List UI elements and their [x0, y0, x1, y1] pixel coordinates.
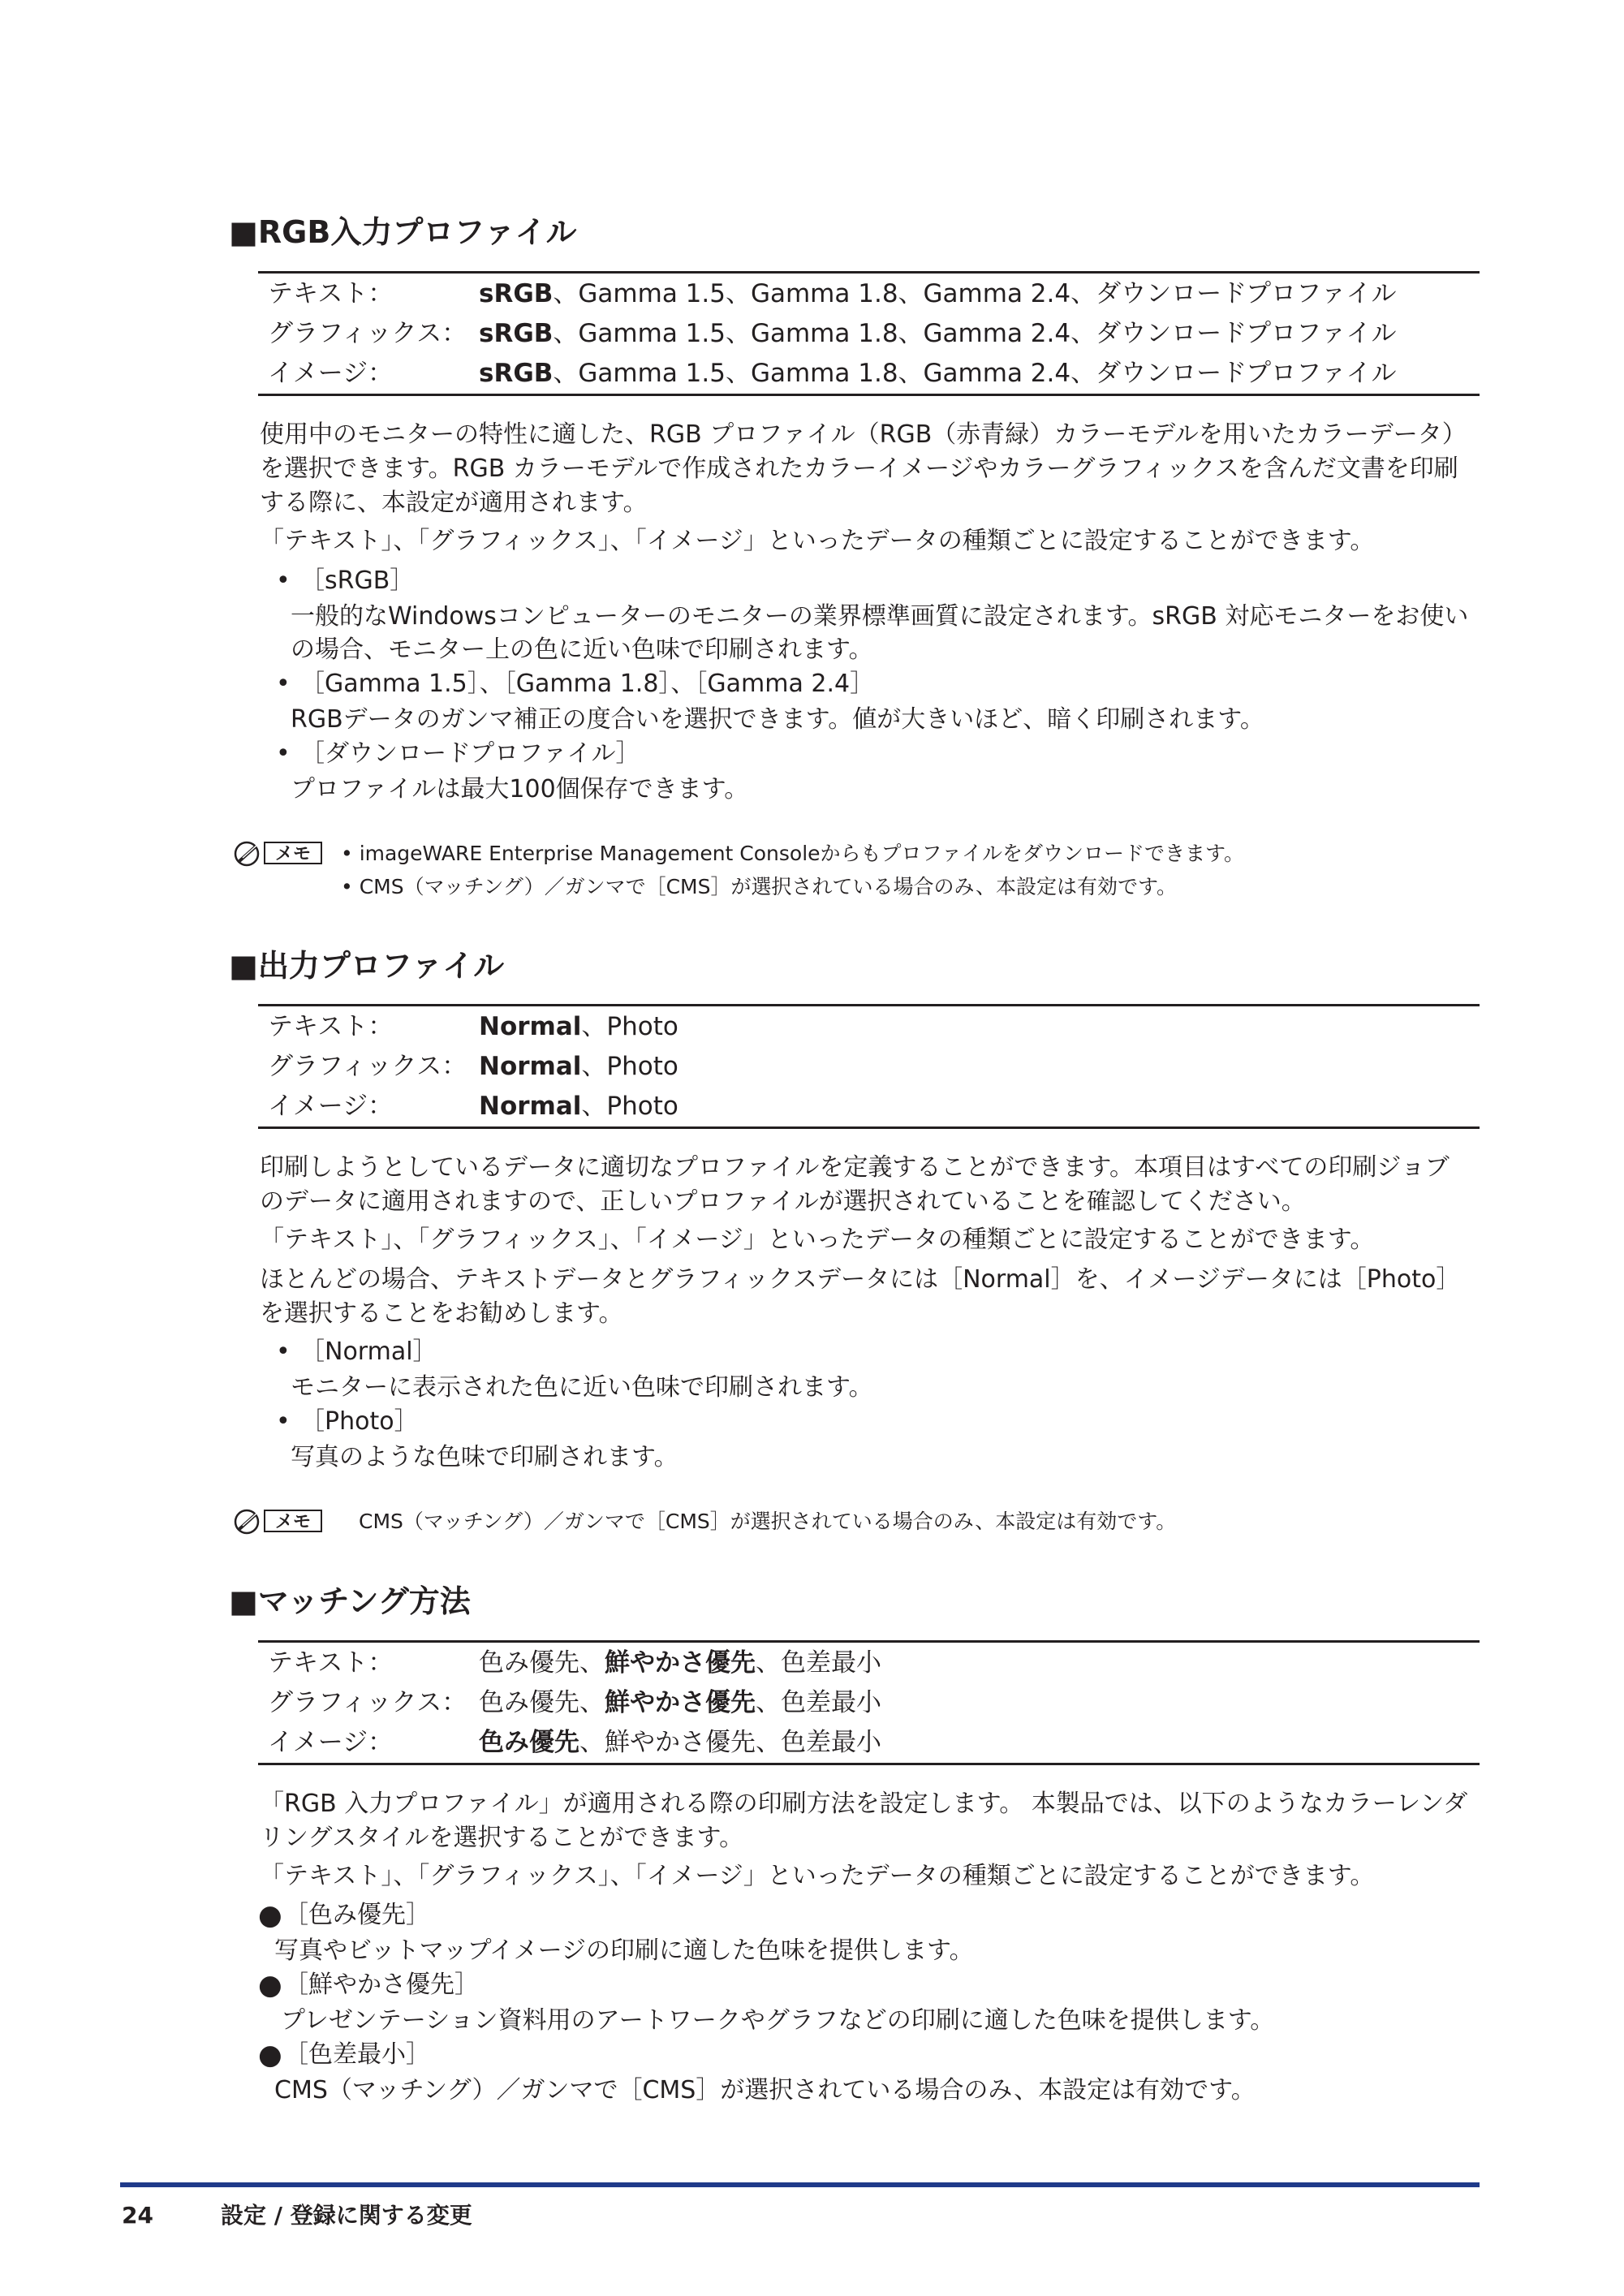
bullet-title: ［ダウンロードプロファイル］	[300, 739, 640, 768]
bullet-dot: •	[276, 670, 291, 698]
bullet-title: ［色み優先］	[284, 1901, 430, 1929]
row-values: sRGB、Gamma 1.5、Gamma 1.8、Gamma 2.4、ダウンロードプロファイル	[479, 279, 1397, 308]
row-values: sRGB、Gamma 1.5、Gamma 1.8、Gamma 2.4、ダウンロードプロファイル	[479, 319, 1397, 348]
section-heading: ■出力プロファイル	[229, 948, 505, 984]
pencil-icon	[233, 1508, 265, 1536]
bullet-title: ［Photo］	[300, 1407, 419, 1436]
bullet-dot: ●	[258, 2039, 282, 2071]
paragraph-line: ほとんどの場合、テキストデータとグラフィックスデータには［Normal］を、イメージデータには［Photo］	[260, 1265, 1461, 1294]
memo-item: • CMS（マッチング）／ガンマで［CMS］が選択されている場合のみ、本設定は有効です。	[341, 875, 1177, 898]
bullet-dot: •	[276, 1407, 291, 1436]
bullet-desc: RGBデータのガンマ補正の度合いを選択できます。値が大きいほど、暗く印刷されます。	[291, 705, 1264, 734]
bullet-desc: モニターに表示された色に近い色味で印刷されます。	[291, 1373, 873, 1402]
memo-item: CMS（マッチング）／ガンマで［CMS］が選択されている場合のみ、本設定は有効です。	[359, 1510, 1177, 1533]
bullet-dot: •	[276, 739, 291, 768]
row-label: グラフィックス：	[268, 1052, 467, 1081]
bullet-desc: 写真やビットマップイメージの印刷に適した色味を提供します。	[274, 1936, 974, 1965]
paragraph-line: 印刷しようとしているデータに適切なプロファイルを定義することができます。本項目はすべての印刷ジョブ	[260, 1153, 1450, 1182]
section-heading: ■マッチング方法	[229, 1583, 471, 1619]
table-bottom-rule	[258, 1126, 1480, 1129]
table-top-rule	[258, 1640, 1480, 1643]
row-values: 色み優先、鮮やかさ優先、色差最小	[479, 1648, 881, 1678]
paragraph-line: のデータに適用されますので、正しいプロファイルが選択されていることを確認してください。	[260, 1187, 1306, 1216]
row-label: イメージ：	[268, 359, 394, 388]
paragraph-line: を選択できます。RGB カラーモデルで作成されたカラーイメージやカラーグラフィックスを含んだ文書を印刷	[260, 454, 1458, 483]
row-label: テキスト：	[268, 1012, 394, 1041]
paragraph-line: を選択することをお勧めします。	[260, 1299, 623, 1328]
row-values: Normal、Photo	[479, 1012, 678, 1041]
bullet-desc: の場合、モニター上の色に近い色味で印刷されます。	[291, 635, 873, 664]
pencil-icon	[233, 840, 265, 868]
row-values: 色み優先、鮮やかさ優先、色差最小	[479, 1688, 881, 1717]
table-bottom-rule	[258, 1763, 1480, 1765]
bullet-title: ［Gamma 1.5］、［Gamma 1.8］、［Gamma 2.4］	[300, 670, 875, 698]
bullet-dot: •	[276, 1338, 291, 1366]
row-label: グラフィックス：	[268, 1688, 467, 1717]
bullet-desc: 一般的なWindowsコンピューターのモニターの業界標準画質に設定されます。sRGB 対応モニターをお使い	[291, 602, 1469, 631]
row-values: 色み優先、鮮やかさ優先、色差最小	[479, 1728, 881, 1757]
paragraph-line: する際に、本設定が適用されます。	[260, 489, 648, 517]
memo-item: • imageWARE Enterprise Management Consoleからもプロファイルをダウンロードできます。	[341, 842, 1245, 865]
footer-rule	[120, 2182, 1480, 2187]
row-values: Normal、Photo	[479, 1052, 678, 1081]
page-number: 24	[122, 2202, 153, 2229]
table-bottom-rule	[258, 394, 1480, 396]
bullet-title: ［色差最小］	[284, 2040, 430, 2069]
paragraph-line: 使用中のモニターの特性に適した、RGB プロファイル（RGB（赤青緑）カラーモデルを用いたカラーデータ）	[260, 420, 1467, 449]
bullet-title: ［鮮やかさ優先］	[284, 1971, 479, 1999]
row-label: テキスト：	[268, 1648, 394, 1678]
paragraph-line: リングスタイルを選択することができます。	[260, 1824, 744, 1852]
bullet-desc: プロファイルは最大100個保存できます。	[291, 775, 749, 803]
paragraph-line: 「テキスト」、「グラフィックス」、「イメージ」といったデータの種類ごとに設定することができます。	[260, 1226, 1375, 1254]
table-top-rule	[258, 271, 1480, 274]
paragraph-line: 「テキスト」、「グラフィックス」、「イメージ」といったデータの種類ごとに設定することができます。	[260, 1862, 1375, 1890]
paragraph-line: 「RGB 入力プロファイル」が適用される際の印刷方法を設定します。 本製品では、以下のようなカラーレンダ	[260, 1790, 1468, 1818]
memo-badge	[233, 840, 324, 868]
bullet-title: ［sRGB］	[300, 566, 415, 595]
memo-label: メモ	[264, 842, 322, 864]
bullet-title: ［Normal］	[300, 1338, 437, 1366]
memo-label: メモ	[264, 1510, 322, 1532]
bullet-dot: ●	[258, 1899, 282, 1932]
paragraph-line: 「テキスト」、「グラフィックス」、「イメージ」といったデータの種類ごとに設定することができます。	[260, 527, 1375, 555]
row-label: テキスト：	[268, 279, 394, 308]
bullet-dot: •	[276, 566, 291, 595]
bullet-desc: プレゼンテーション資料用のアートワークやグラフなどの印刷に適した色味を提供します。	[281, 2006, 1275, 2035]
memo-badge	[233, 1508, 324, 1536]
section-heading: ■RGB入力プロファイル	[229, 214, 577, 250]
row-label: イメージ：	[268, 1092, 394, 1121]
row-label: グラフィックス：	[268, 319, 467, 348]
bullet-desc: 写真のような色味で印刷されます。	[291, 1443, 678, 1471]
row-values: Normal、Photo	[479, 1092, 678, 1121]
bullet-dot: ●	[258, 1969, 282, 2001]
row-values: sRGB、Gamma 1.5、Gamma 1.8、Gamma 2.4、ダウンロードプロファイル	[479, 359, 1397, 388]
table-top-rule	[258, 1004, 1480, 1006]
bullet-desc: CMS（マッチング）／ガンマで［CMS］が選択されている場合のみ、本設定は有効です。	[274, 2076, 1256, 2104]
row-label: イメージ：	[268, 1728, 394, 1757]
chapter-title: 設定 / 登録に関する変更	[221, 2202, 472, 2229]
